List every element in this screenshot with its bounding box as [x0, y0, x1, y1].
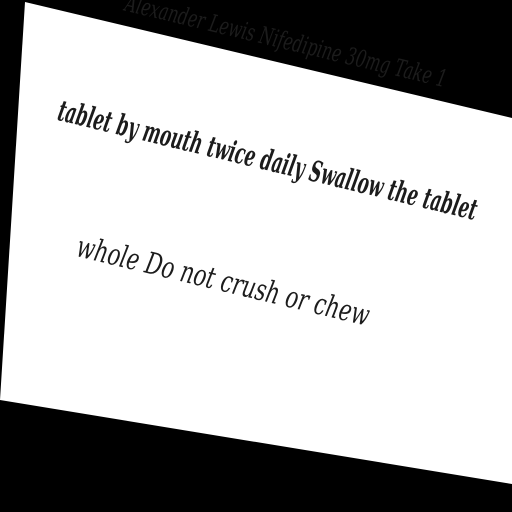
note-line-3: whole Do not crush or chew: [73, 229, 497, 364]
